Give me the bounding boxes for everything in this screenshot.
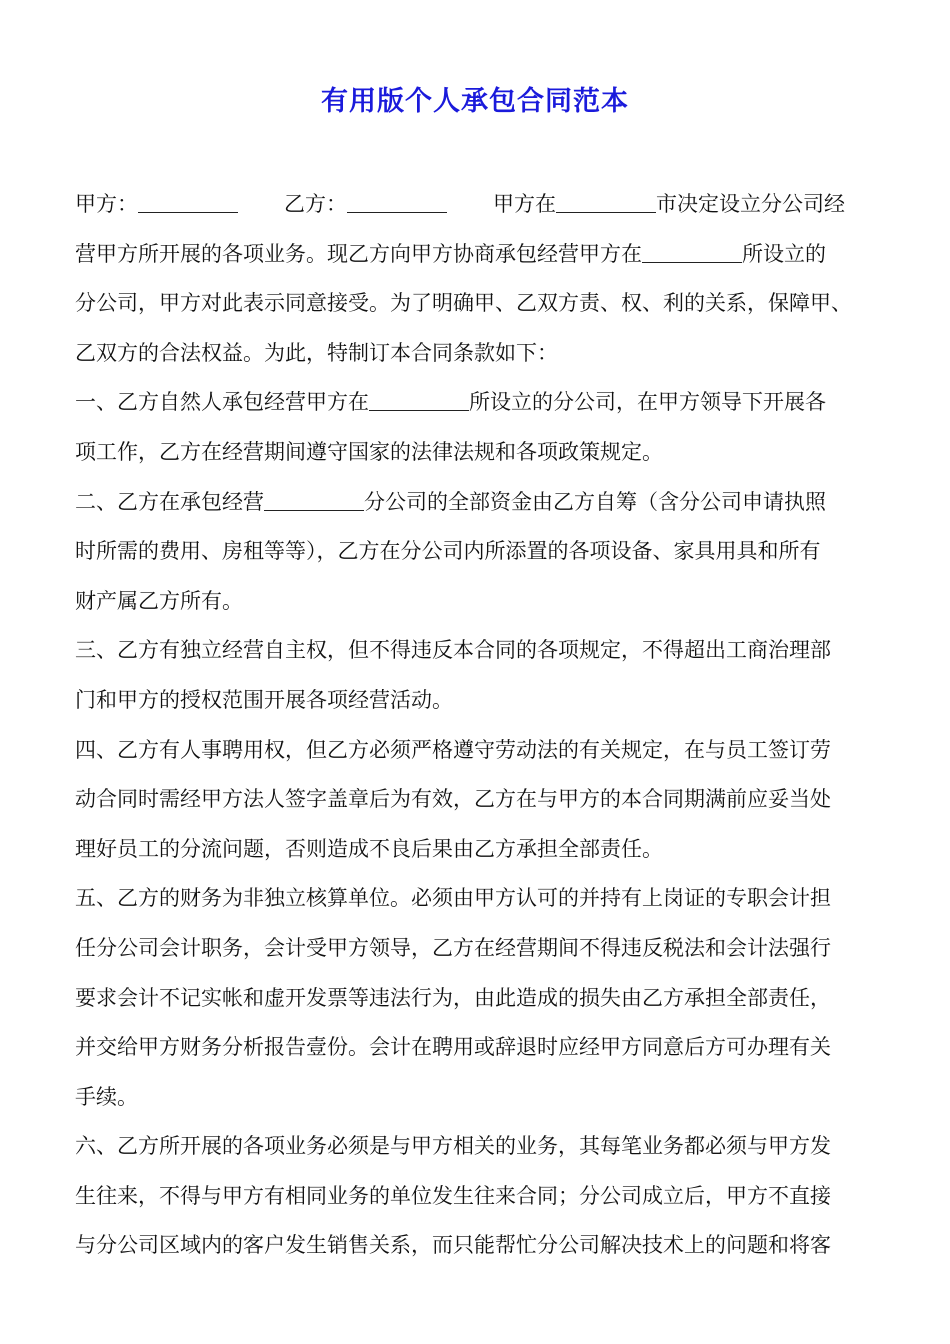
text-line: 项工作，乙方在经营期间遵守国家的法律法规和各项政策规定。 xyxy=(75,439,663,464)
text-line: 乙双方的合法权益。为此，特制订本合同条款如下： xyxy=(75,340,558,365)
branch-blank xyxy=(264,488,364,511)
clause-3-line: 三、乙方有独立经营自主权，但不得违反本合同的各项规定，不得超出工商治理部 xyxy=(75,638,831,663)
clause-6-line: 六、乙方所开展的各项业务必须是与甲方相关的业务，其每笔业务都必须与甲方发 xyxy=(75,1134,831,1159)
text-line: 要求会计不记实帐和虚开发票等违法行为，由此造成的损失由乙方承担全部责任， xyxy=(75,985,831,1010)
text-line: 任分公司会计职务，会计受甲方领导，乙方在经营期间不得违反税法和会计法强行 xyxy=(75,935,831,960)
text-line: 门和甲方的授权范围开展各项经营活动。 xyxy=(75,687,453,712)
location-blank xyxy=(369,388,469,411)
contract-body xyxy=(75,180,880,1271)
text-line: 生往来，不得与甲方有相同业务的单位发生往来合同；分公司成立后，甲方不直接 xyxy=(75,1183,831,1208)
document-title: 有用版个人承包合同范本 xyxy=(321,86,629,117)
clause-5-line: 五、乙方的财务为非独立核算单位。必须由甲方认可的并持有上岗证的专职会计担 xyxy=(75,886,831,911)
text-line: 动合同时需经甲方法人签字盖章后为有效，乙方在与甲方的本合同期满前应妥当处 xyxy=(75,787,831,812)
text-span: 二、乙方在承包经营 xyxy=(75,489,264,514)
party-b-label: 乙方： xyxy=(284,192,347,216)
location-blank xyxy=(642,240,742,263)
text-line: 与分公司区域内的客户发生销售关系，而只能帮忙分公司解决技术上的问题和将客 xyxy=(75,1233,831,1258)
text-line: 分公司，甲方对此表示同意接受。为了明确甲、乙双方责、权、利的关系，保障甲、 xyxy=(75,291,852,316)
text-span: 营甲方所开展的各项业务。现乙方向甲方协商承包经营甲方在 xyxy=(75,241,642,266)
text-line: 并交给甲方财务分析报告壹份。会计在聘用或辞退时应经甲方同意后方可办理有关 xyxy=(75,1035,831,1060)
clause-1-line xyxy=(75,378,880,428)
party-a-blank xyxy=(138,190,238,213)
text-line: 时所需的费用、房租等等），乙方在分公司内所添置的各项设备、家具用具和所有 xyxy=(75,539,821,564)
text-line: 财产属乙方所有。 xyxy=(75,588,243,613)
text-line: 理好员工的分流问题，否则造成不良后果由乙方承担全部责任。 xyxy=(75,836,663,861)
party-line xyxy=(75,180,880,230)
party-b-blank xyxy=(347,190,447,213)
text-line xyxy=(75,230,880,280)
city-blank xyxy=(556,190,656,213)
clause-4-line: 四、乙方有人事聘用权，但乙方必须严格遵守劳动法的有关规定，在与员工签订劳 xyxy=(75,737,831,762)
text-span: 一、乙方自然人承包经营甲方在 xyxy=(75,390,369,415)
text-line: 手续。 xyxy=(75,1084,138,1109)
text-span: 分公司的全部资金由乙方自筹（含分公司申请执照 xyxy=(364,489,826,514)
text-span: 市决定设立分公司经 xyxy=(656,192,845,216)
clause-2-line xyxy=(75,478,880,528)
text-span: 所设立的分公司，在甲方领导下开展各 xyxy=(469,390,826,415)
text-span: 甲方在 xyxy=(493,192,556,216)
text-span: 所设立的 xyxy=(742,241,826,266)
party-a-label: 甲方： xyxy=(75,192,138,216)
